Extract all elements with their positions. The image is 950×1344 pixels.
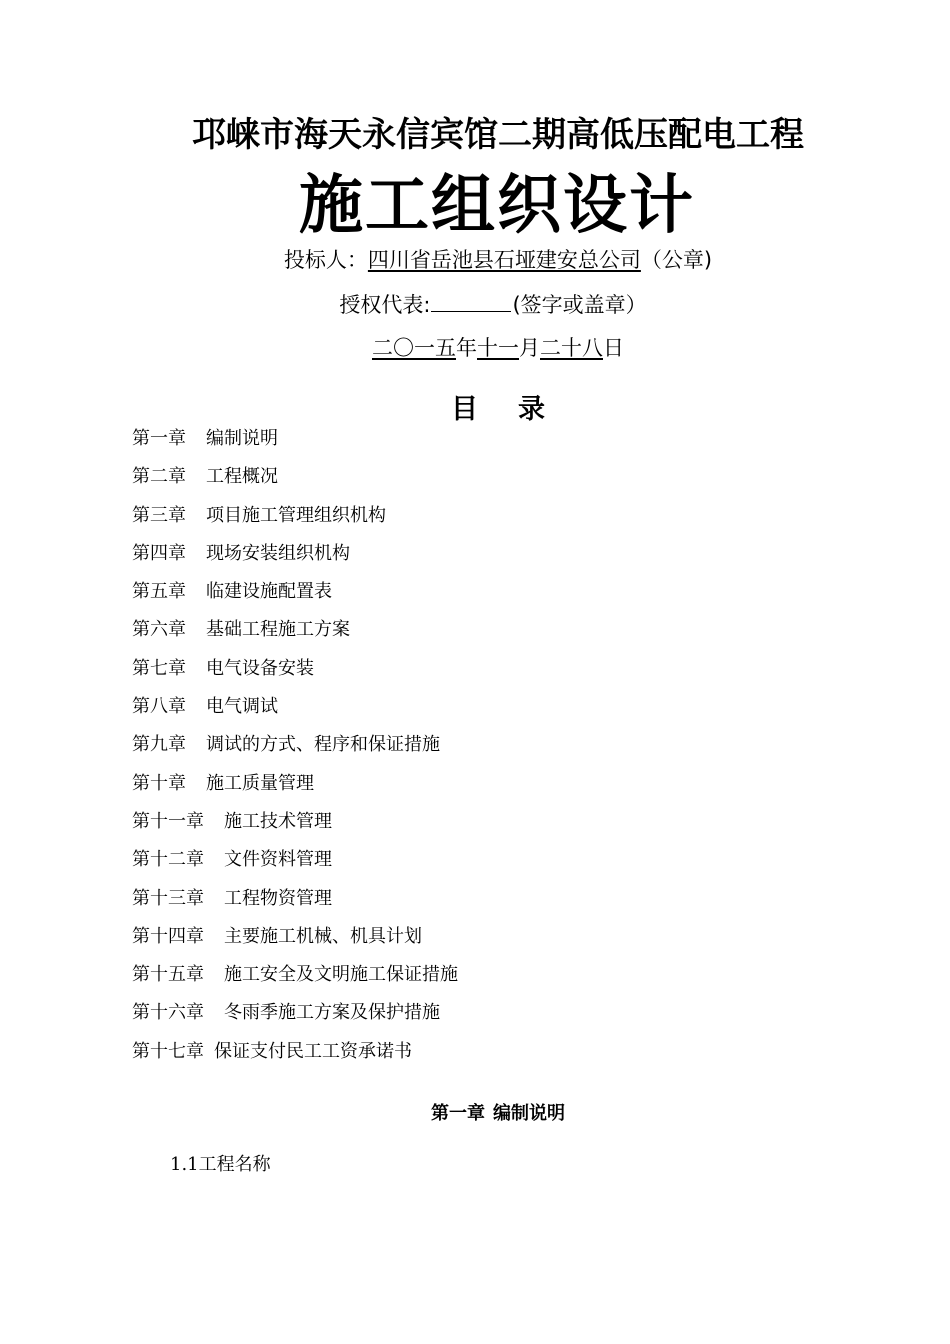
toc-item: [132, 654, 458, 692]
date-year: 二〇一五: [372, 336, 456, 360]
toc-item-number: 第六章: [132, 619, 186, 641]
toc-item: [132, 884, 458, 922]
toc-item-number: 第八章: [132, 696, 186, 718]
toc-item: [132, 807, 458, 845]
toc-item: [132, 769, 458, 807]
toc-item-title: 调试的方式、程序和保证措施: [206, 734, 440, 756]
toc-item: [132, 577, 458, 615]
toc-item-title: 施工质量管理: [206, 772, 314, 794]
toc-item-number: 第十四章: [132, 925, 204, 947]
toc-item-title: 施工技术管理: [224, 810, 332, 832]
chapter-heading: [0, 1099, 950, 1129]
section-heading: 1.1工程名称: [170, 1154, 271, 1175]
toc-item-number: 第九章: [132, 734, 186, 756]
toc-item-title: 电气设备安装: [206, 657, 314, 679]
bidder-company: 四川省岳池县石垭建安总公司: [367, 248, 641, 272]
toc-item: [132, 424, 458, 462]
toc-item-title: 项目施工管理组织机构: [206, 504, 386, 526]
toc-item-number: 第四章: [132, 542, 186, 564]
toc-item-number: 第十一章: [132, 810, 204, 832]
chapter-number: 第一章: [431, 1103, 485, 1124]
toc-heading: [0, 392, 950, 428]
toc-item: [132, 922, 458, 960]
toc-item-title: 冬雨季施工方案及保护措施: [224, 1002, 440, 1024]
date-month-unit: 月: [519, 336, 540, 360]
project-title: 邛崃市海天永信宾馆二期高低压配电工程: [192, 115, 804, 155]
toc-item-number: 第十三章: [132, 887, 204, 909]
toc-item-title: 基础工程施工方案: [206, 619, 350, 641]
toc-item: [132, 539, 458, 577]
toc-item: [132, 462, 458, 500]
toc-item: [132, 1037, 458, 1075]
date-day: 二十八: [540, 336, 603, 360]
bidder-line: [0, 245, 950, 275]
toc-item: [132, 960, 458, 998]
toc-item-number: 第十二章: [132, 849, 204, 871]
toc-item-number: 第十五章: [132, 964, 204, 986]
document-title: 施工组织设计: [299, 168, 695, 243]
toc-item-number: 第二章: [132, 466, 186, 488]
toc-item-title: 工程概况: [206, 466, 278, 488]
toc-item: [132, 501, 458, 539]
toc-item-number: 第五章: [132, 581, 186, 603]
toc-item-number: 第一章: [132, 428, 186, 449]
date-line: [0, 333, 950, 363]
toc-item-title: 临建设施配置表: [206, 581, 332, 603]
toc-item-title: 工程物资管理: [224, 887, 332, 909]
table-of-contents: [132, 424, 458, 1075]
toc-item-number: 第十七章: [132, 1040, 204, 1062]
toc-item-title: 主要施工机械、机具计划: [224, 925, 422, 947]
toc-item-number: 第三章: [132, 504, 186, 526]
toc-item-title: 保证支付民工工资承诺书: [214, 1040, 412, 1062]
toc-item-title: 现场安装组织机构: [206, 542, 350, 564]
signature-blank: [431, 293, 511, 312]
representative-label: 授权代表:: [339, 293, 431, 317]
toc-item-title: 文件资料管理: [224, 849, 332, 871]
representative-note: (签字或盖章）: [512, 293, 647, 317]
toc-item-title: 电气调试: [206, 696, 278, 718]
bidder-seal: （公章): [640, 248, 713, 272]
toc-item-title: 施工安全及文明施工保证措施: [224, 964, 458, 986]
toc-heading-b: 录: [518, 394, 545, 425]
toc-item: [132, 998, 458, 1036]
date-day-unit: 日: [603, 336, 624, 360]
toc-item: [132, 615, 458, 653]
toc-item-number: 第十六章: [132, 1002, 204, 1024]
toc-item-number: 第七章: [132, 657, 186, 679]
bidder-label: 投标人：: [283, 248, 368, 272]
toc-heading-a: 目: [451, 394, 478, 425]
toc-item: [132, 845, 458, 883]
chapter-title: 编制说明: [493, 1103, 565, 1124]
date-month: 十一: [477, 336, 519, 360]
toc-item: [132, 692, 458, 730]
date-year-unit: 年: [456, 336, 477, 360]
toc-item-number: 第十章: [132, 772, 186, 794]
toc-item: [132, 730, 458, 768]
representative-line: [0, 290, 950, 320]
toc-item-title: 编制说明: [206, 428, 278, 449]
